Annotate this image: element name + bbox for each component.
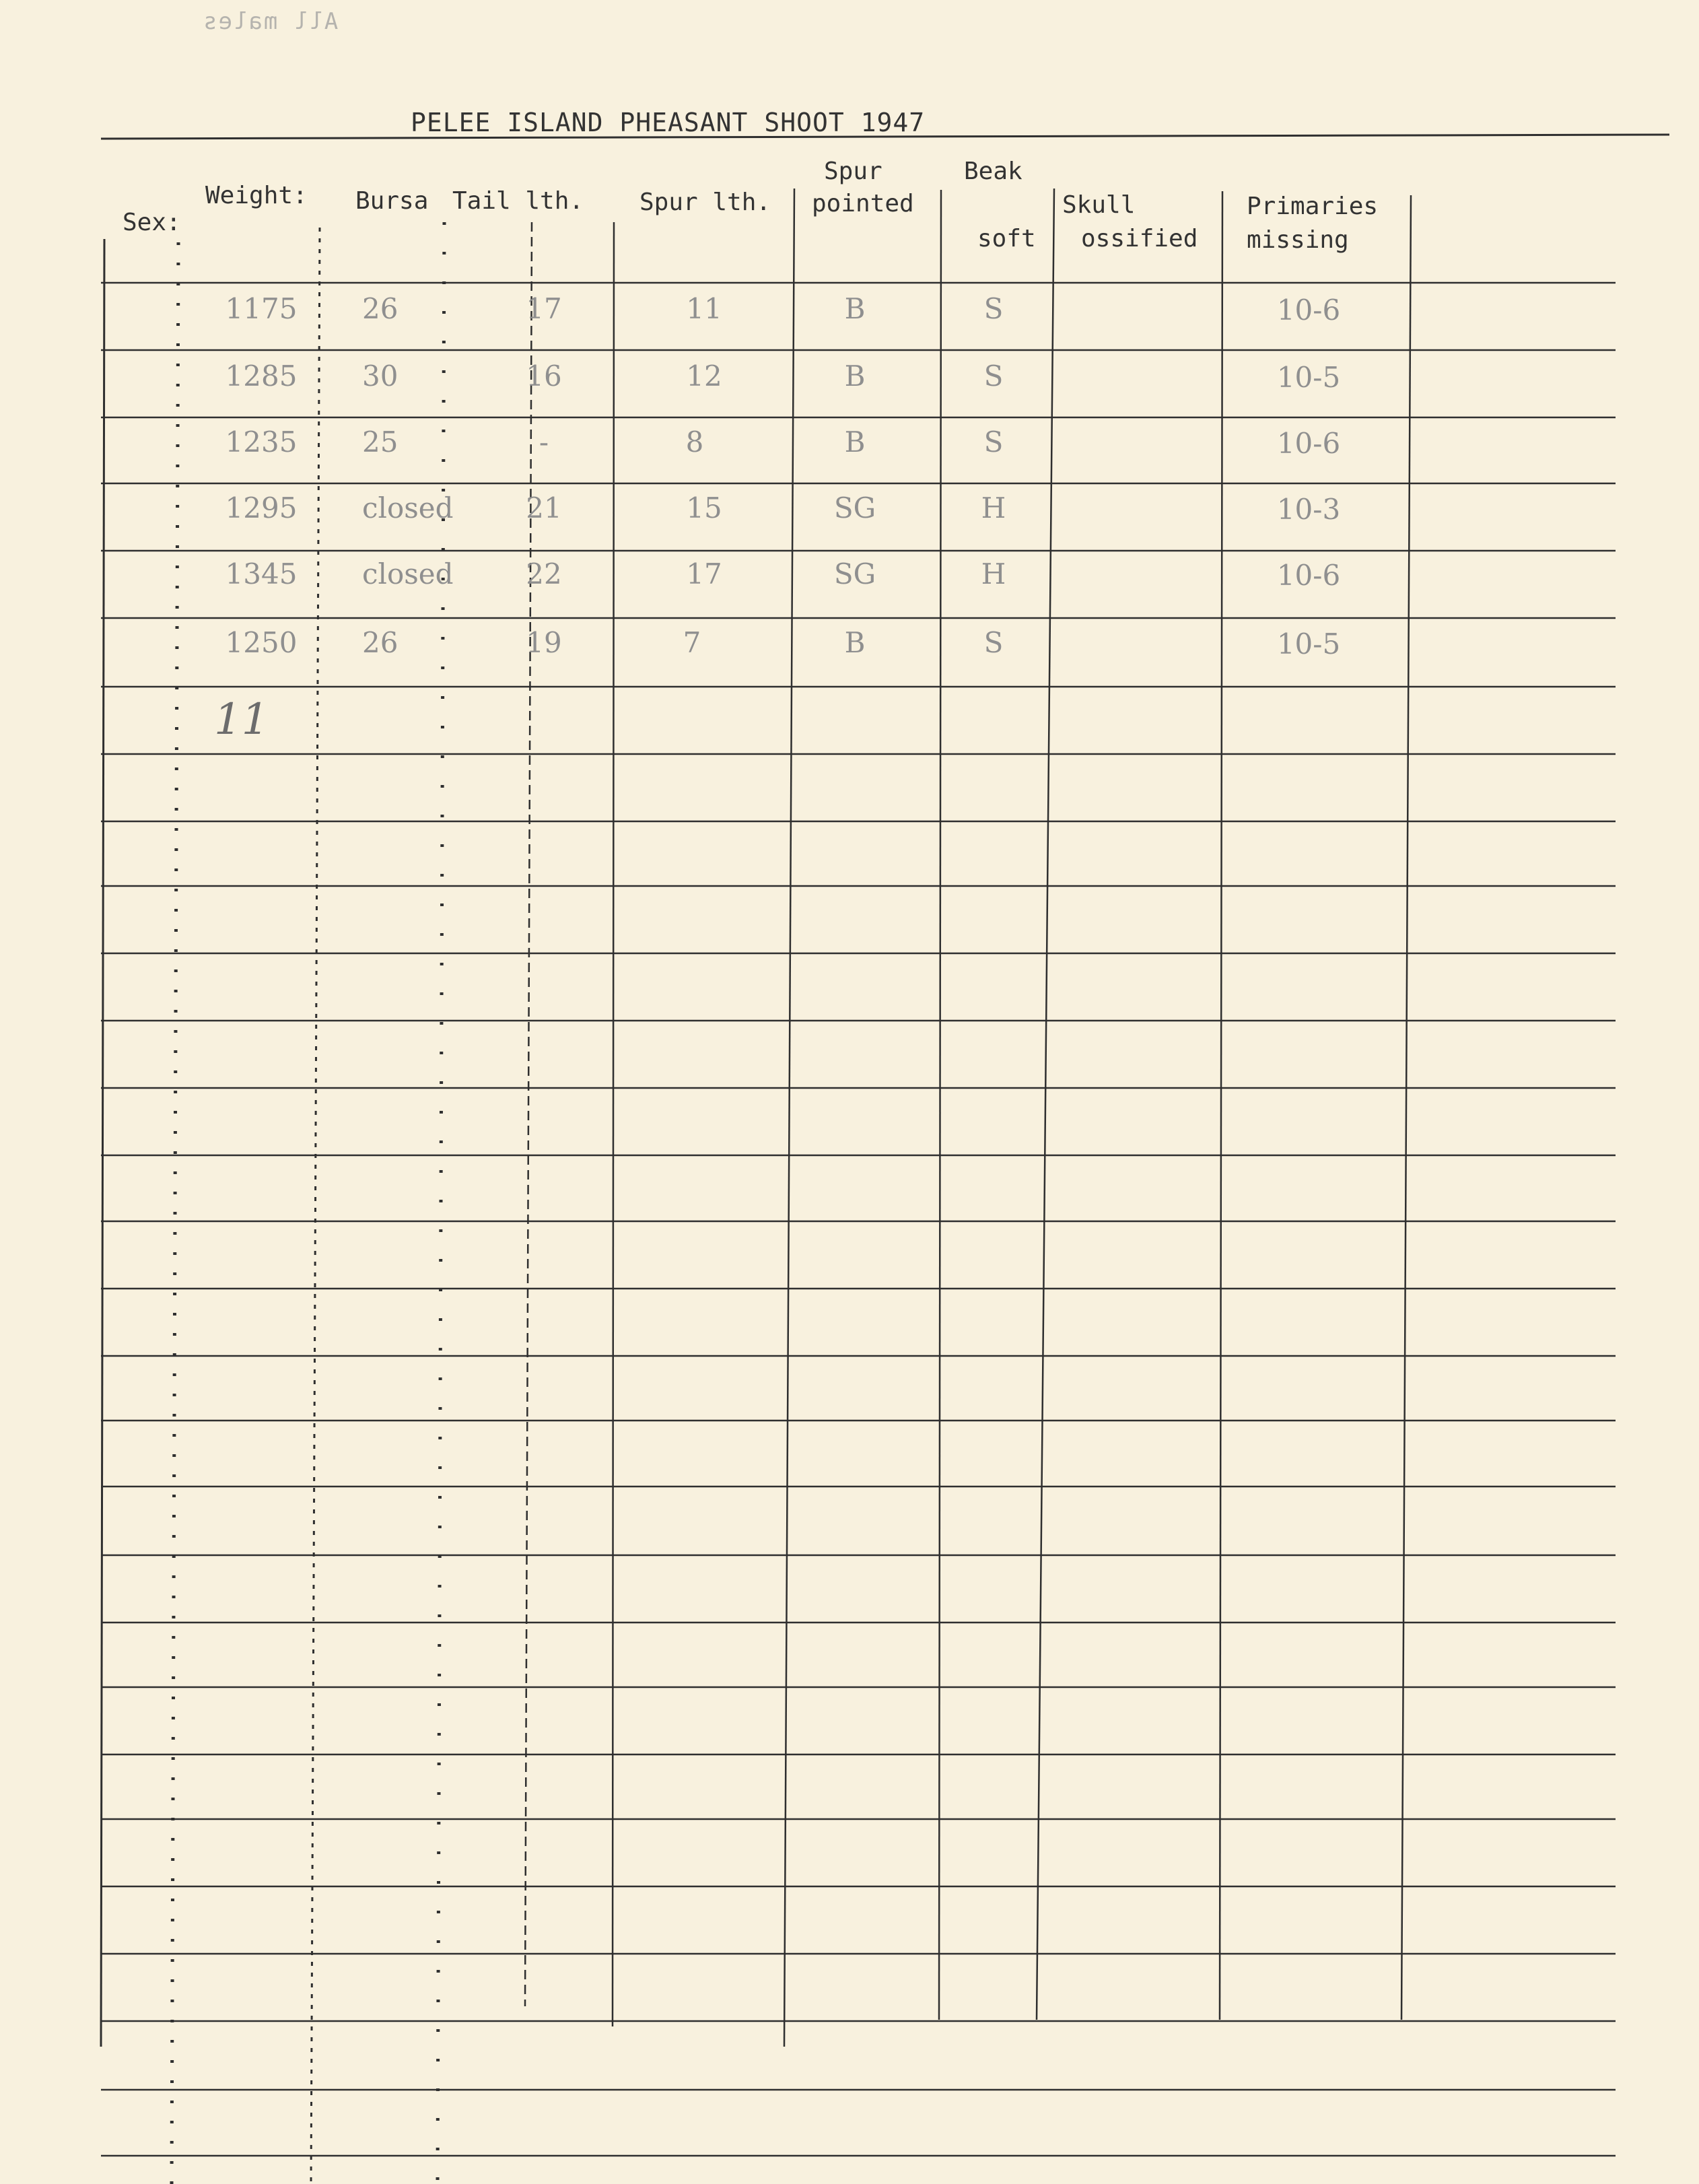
top-rule — [101, 135, 1669, 139]
cell-spur: 7 — [683, 626, 701, 659]
cell-beak: S — [983, 425, 1004, 458]
cell-pointed: B — [844, 626, 866, 659]
header-tail-length: Tail lth. — [452, 187, 584, 215]
header-beak-2: soft — [977, 225, 1036, 252]
cell-beak: H — [981, 557, 1006, 590]
cell-tail: 21 — [526, 491, 562, 524]
cell-spur: 8 — [685, 425, 704, 458]
cell-bursa: 26 — [362, 292, 398, 325]
header-spur-pointed-2: pointed — [812, 190, 914, 217]
cell-weight: 1295 — [225, 491, 298, 524]
header-beak-1: Beak — [964, 158, 1022, 185]
col-line-weight — [311, 228, 320, 2184]
cell-bursa: 25 — [362, 425, 398, 458]
cell-weight: 1345 — [225, 557, 298, 590]
dotted-separator-sex — [172, 242, 178, 2184]
cell-spur: 17 — [686, 557, 722, 590]
cell-spur: 11 — [686, 292, 722, 325]
cell-bursa: 30 — [362, 360, 398, 393]
cell-beak: H — [981, 491, 1006, 524]
header-skull-2: ossified — [1081, 225, 1198, 252]
col-line-spur-right — [784, 189, 794, 2047]
header-skull-1: Skull — [1062, 191, 1136, 219]
cell-bursa: closed — [362, 557, 454, 590]
cell-pointed: B — [844, 425, 866, 458]
cell-tail: 16 — [526, 360, 562, 393]
header-weight: Weight: — [205, 182, 308, 209]
cell-pointed: B — [844, 292, 866, 325]
cell-bursa: closed — [362, 491, 454, 524]
cell-spur: 12 — [686, 360, 722, 393]
col-line-primaries-right — [1401, 195, 1411, 2020]
ghost-text: All males — [202, 8, 339, 35]
cell-weight: 1235 — [225, 425, 298, 458]
cell-spur: 15 — [686, 491, 722, 524]
cell-tail: 19 — [526, 626, 562, 659]
cell-pointed: SG — [833, 557, 876, 590]
header-primaries-1: Primaries — [1247, 193, 1379, 220]
cell-primaries: 10-3 — [1276, 493, 1341, 526]
cell-bursa: 26 — [362, 626, 398, 659]
cell-beak: S — [983, 292, 1004, 325]
cell-primaries: 10-6 — [1276, 427, 1341, 460]
header-bursa: Bursa — [355, 187, 429, 215]
col-line-beak-right — [1037, 189, 1054, 2020]
cell-pointed: SG — [833, 491, 876, 524]
handwritten-mark: 11 — [214, 695, 269, 745]
col-line-pointed-right — [939, 190, 941, 2020]
header-primaries-2: missing — [1247, 226, 1349, 254]
cell-weight: 1175 — [225, 292, 298, 325]
cell-primaries: 10-5 — [1276, 361, 1341, 394]
col-line-tail-left — [525, 222, 532, 2006]
cell-tail: 17 — [526, 292, 562, 325]
cell-primaries: 10-6 — [1276, 294, 1341, 327]
cell-tail: - — [539, 425, 549, 458]
cell-weight: 1285 — [225, 360, 298, 393]
col-line-sex — [101, 239, 104, 2047]
cell-beak: S — [983, 626, 1004, 659]
cell-weight: 1250 — [225, 626, 298, 659]
header-spur-length: Spur lth. — [639, 189, 771, 216]
header-sex: Sex: — [123, 209, 181, 236]
cell-beak: S — [983, 360, 1004, 393]
cell-primaries: 10-5 — [1276, 627, 1341, 660]
cell-pointed: B — [844, 360, 866, 393]
col-line-skull-right — [1220, 191, 1222, 2020]
cell-tail: 22 — [526, 557, 562, 590]
col-line-tail-right — [613, 222, 614, 2026]
header-spur-pointed-1: Spur — [824, 158, 882, 185]
cell-primaries: 10-6 — [1276, 559, 1341, 592]
page-title: PELEE ISLAND PHEASANT SHOOT 1947 — [411, 108, 926, 137]
